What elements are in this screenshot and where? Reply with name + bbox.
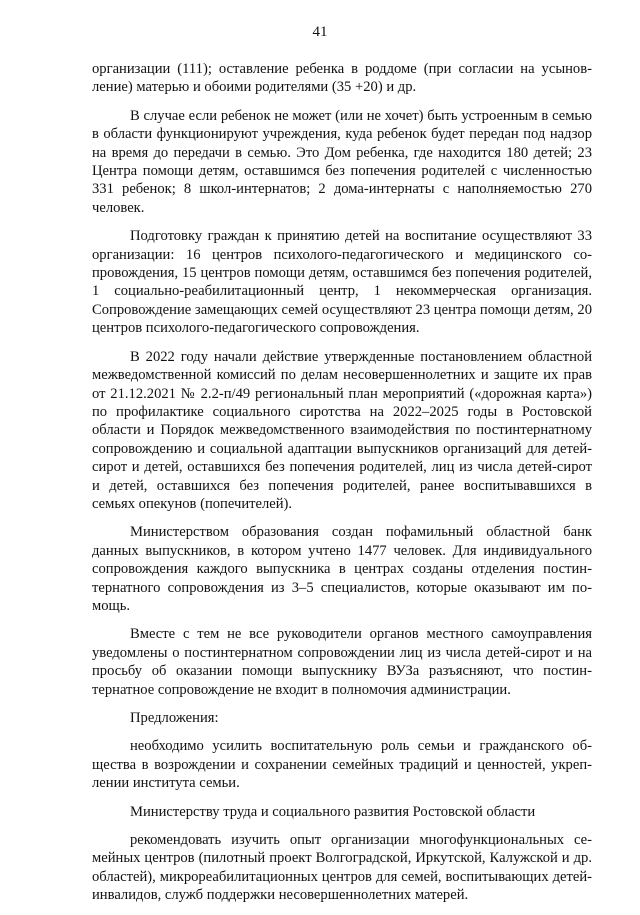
paragraph-graduates-databank: Министерством образования создан пофамильный областной банк данных выпускников, в котором учтено 1477 человек. Для индивидуального сопровождения каждого выпускника в центрах созданы отделения постинтернатного сопровождения из 3–5 специалистов, которые оказывают им помощь. bbox=[92, 524, 592, 614]
paragraph-continuation: организации (111); оставление ребенка в роддоме (при согласии на усыновление) матерью и обоими родителями (35 +20) и др. bbox=[92, 61, 592, 96]
paragraph-roadmap-2022: В 2022 году начали действие утвержденные постановлением областной межведомственной комиссий по делам несовершеннолетних и защите их прав от 21.12.2021 № 2.2-п/49 региональный план мероприятий («дорожная карта») по профилактике социального сиротства на 2022–2025 годы в Ростовской области и Порядок межведомственного взаимодействия по постинтернатному сопровождению и социальной адаптации выпускников организаций для детей-сирот и детей, оставшихся без попечения родителей, лиц из числа детей-сирот и детей, оставшихся без попечения родителей, ранее воспитывавшихся в семьях опекунов (попечителей). bbox=[92, 348, 592, 512]
paragraph-foster-training: Подготовку граждан к принятию детей на воспитание осуществляют 33 организации: 16 центров психолого-педагогического и медицинского сопровождения, 15 центров помощи детям, оставшимся без попечения родителей, 1 социально-реабилитационный центр, 1 некоммерческая организация. Сопровождение замещающих семей осуществляют 23 центра помощи детям, 20 центров психолого-педагогического сопровождения. bbox=[92, 228, 592, 337]
proposal-family-centers: рекомендовать изучить опыт организации многофункциональных семейных центров (пилотный проект Волгоградской, Иркутской, Калужской и др. областей), микрореабилитационных центров для семей, воспитывающих детей-инвалидов, служб поддержки несовершеннолетних матерей. bbox=[92, 832, 592, 904]
proposal-family-role: необходимо усилить воспитательную роль семьи и гражданского общества в возрождении и сохранении семейных традиций и ценностей, укреплении института семьи. bbox=[92, 738, 592, 792]
paragraph-local-government: Вместе с тем не все руководители органов местного самоуправления уведомлены о постинтернатном сопровождении лиц из числа детей-сирот и на просьбу об оказании помощи выпускнику ВУЗа разъясняют, что постинтернатное сопровождение не входит в полномочия администрации. bbox=[92, 626, 592, 698]
proposals-heading: Предложения: bbox=[130, 710, 219, 726]
page-number: 41 bbox=[312, 24, 328, 40]
document-body bbox=[92, 60, 592, 915]
ministry-addressee: Министерству труда и социального развития Ростовской области bbox=[130, 803, 536, 820]
paragraph-child-placement: В случае если ребенок не может (или не хочет) быть устроенным в семью в области функционируют учреждения, куда ребенок будет передан под надзор на время до передачи в семью. Это Дом ребенка, где находится 180 детей; 23 Центра помощи детям, оставшимся без попечения родителей с численностью 331 ребенок; 8 школ-интернатов; 2 дома-интернаты с наполняемостью 270 человек. bbox=[92, 107, 592, 216]
